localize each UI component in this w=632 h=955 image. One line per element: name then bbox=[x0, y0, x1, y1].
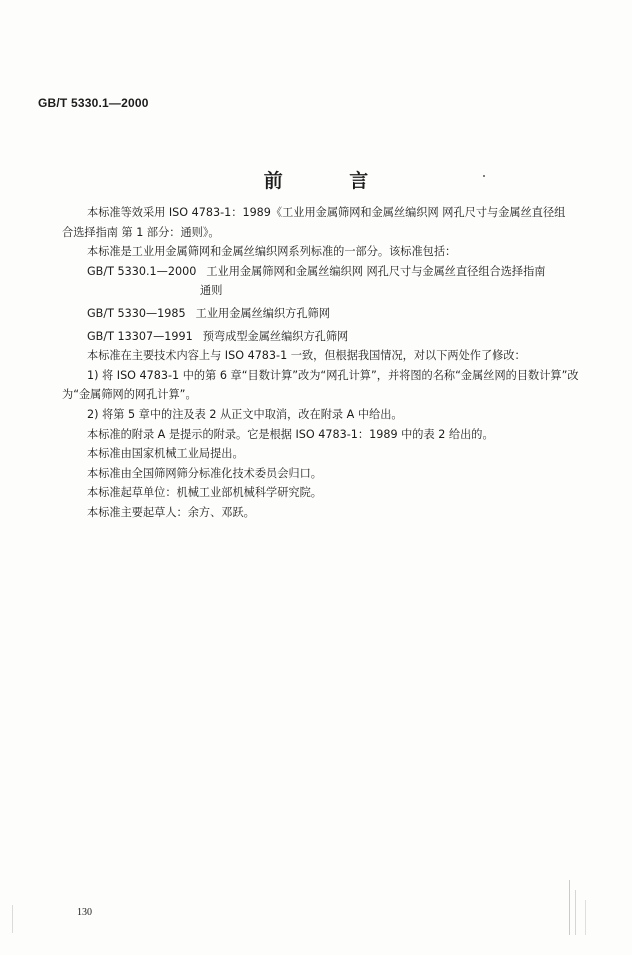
foreword-body bbox=[62, 203, 582, 523]
reference-standard-1-continuation: 通则 bbox=[200, 284, 223, 298]
reference-standard-3 bbox=[62, 327, 582, 347]
paragraph-under-jurisdiction: 本标准由全国筛网筛分标准化技术委员会归口。 bbox=[87, 466, 322, 480]
standard-identifier: GB/T 5330.1—2000 bbox=[38, 96, 149, 110]
scan-artifact-right-3 bbox=[585, 900, 586, 935]
page-number: 130 bbox=[77, 907, 92, 918]
reference-title: 工业用金属筛网和金属丝编织网 网孔尺寸与金属丝直径组合选择指南 bbox=[206, 264, 546, 278]
scan-artifact-right-2 bbox=[575, 890, 576, 935]
reference-code: GB/T 13307—1991 bbox=[87, 329, 193, 343]
scan-speck bbox=[483, 175, 485, 177]
paragraph-annex: 本标准的附录 A 是提示的附录。它是根据 ISO 4783-1：1989 中的表 2 给出的。 bbox=[87, 427, 494, 441]
reference-title: 预弯成型金属丝编织方孔筛网 bbox=[202, 329, 349, 343]
paragraph-modifications: 本标准在主要技术内容上与 ISO 4783-1 一致，但根据我国情况，对以下两处作了修改： bbox=[87, 349, 526, 363]
paragraph-adoption-line2: 合选择指南 第 1 部分：通则》。 bbox=[62, 225, 220, 239]
reference-standard-2 bbox=[62, 304, 582, 324]
reference-title: 工业用金属丝编织方孔筛网 bbox=[195, 306, 330, 320]
reference-code: GB/T 5330.1—2000 bbox=[87, 264, 197, 278]
paragraph-modification-2: 2) 将第 5 章中的注及表 2 从正文中取消，改在附录 A 中给出。 bbox=[87, 407, 403, 421]
paragraph-adoption-line1: 本标准等效采用 ISO 4783-1：1989《工业用金属筛网和金属丝编织网 网孔尺寸与金属丝直径组 bbox=[87, 206, 566, 219]
scan-artifact-left bbox=[12, 905, 13, 933]
paragraph-drafters: 本标准主要起草人：余方、邓跃。 bbox=[87, 505, 255, 519]
scan-artifact-right-1 bbox=[569, 880, 570, 935]
paragraph-modification-1-line2: 为“金属筛网的网孔计算”。 bbox=[62, 388, 197, 402]
reference-standard-1 bbox=[62, 262, 582, 282]
paragraph-modification-1-line1: 1) 将 ISO 4783-1 中的第 6 章“目数计算”改为“网孔计算”，并将图的名称“金属丝网的目数计算”改 bbox=[87, 368, 579, 382]
page-title: 前 言 bbox=[263, 170, 399, 192]
paragraph-series: 本标准是工业用金属筛网和金属丝编织网系列标准的一部分。该标准包括： bbox=[87, 245, 457, 259]
reference-code: GB/T 5330—1985 bbox=[87, 306, 186, 320]
paragraph-drafting-unit: 本标准起草单位：机械工业部机械科学研究院。 bbox=[87, 486, 322, 500]
paragraph-proposed-by: 本标准由国家机械工业局提出。 bbox=[87, 447, 244, 461]
